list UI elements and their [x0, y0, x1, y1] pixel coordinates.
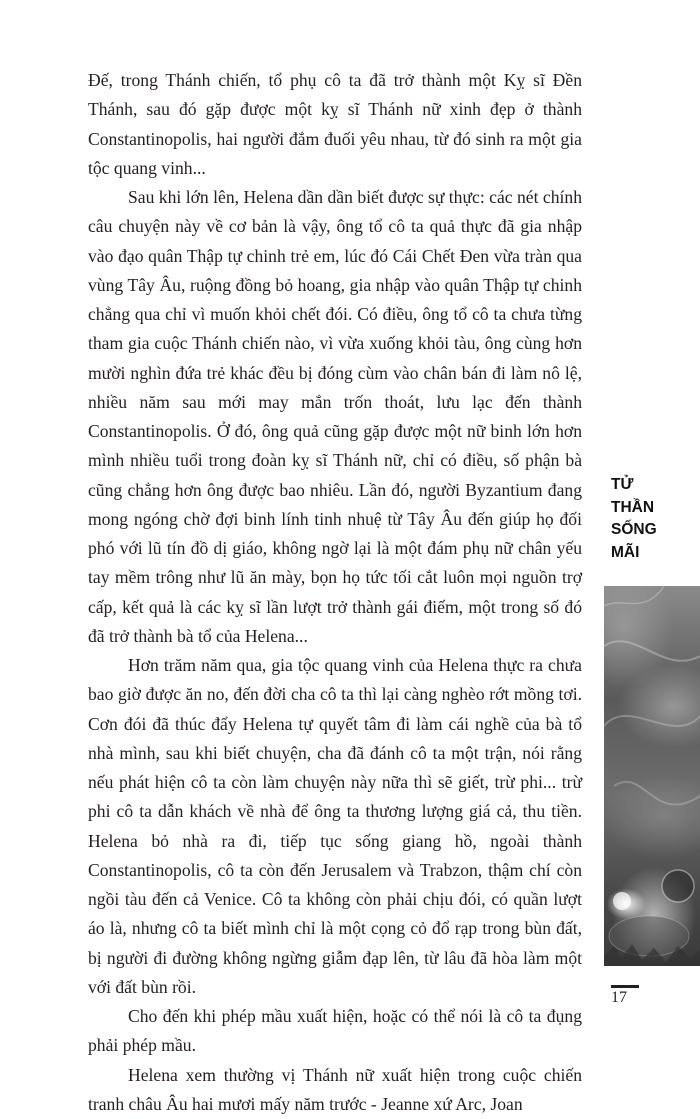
page-number: 17 — [611, 989, 627, 1007]
title-line: TỬ — [611, 474, 691, 497]
paragraph-5: Helena xem thường vị Thánh nữ xuất hiện trong cuộc chiến tranh châu Âu hai mươi mấy năm trước - Jeanne xứ Arc, Joan — [88, 1061, 582, 1119]
paragraph-2: Sau khi lớn lên, Helena dần dần biết được sự thực: các nét chính câu chuyện này về cơ bản là vậy, ông tổ cô ta quả thực đã gia nhập vào đạo quân Thập tự chinh trẻ em, lúc đó Cái Chết Đen vừa tràn qua vùng Tây Âu, ruộng đồng bỏ hoang, gia nhập vào quân Thập tự chinh chẳng qua chỉ vì muốn khỏi chết đói. Có điều, ông tổ cô ta chưa từng tham gia cuộc Thánh chiến nào, vì vừa xuống khỏi tàu, ông cùng hơn mười nghìn đứa trẻ khác đều bị đóng cùm vào chân bán đi làm nô lệ, nhiều năm sau mới may mắn trốn thoát, lưu lạc đến thành Constantinopolis. Ở đó, ông quả cũng gặp được một nữ binh lớn hơn mình nhiều tuổi trong đoàn kỵ sĩ Thánh nữ, chỉ có điều, số phận bà cũng chẳng hơn ông được bao nhiêu. Lần đó, người Byzantium đang mong ngóng chờ đợi binh lính tinh nhuệ từ Tây Âu đến giúp họ đối phó với lũ tín đồ dị giáo, không ngờ lại là một đám phụ nữ chân yếu tay mềm trông như lũ ăn mày, bọn họ tức tối cắt luôn mọi nguồn trợ cấp, kết quả là các kỵ sĩ lần lượt trở thành gái điếm, một trong số đó đã trở thành bà tổ của Helena... — [88, 183, 582, 651]
paragraph-4: Cho đến khi phép mầu xuất hiện, hoặc có thể nói là cô ta đụng phải phép mầu. — [88, 1002, 582, 1061]
folio-rule — [611, 985, 639, 988]
artwork-swirls — [604, 586, 700, 966]
title-line: MÃI — [611, 542, 691, 565]
paragraph-1: Đế, trong Thánh chiến, tổ phụ cô ta đã trở thành một Kỵ sĩ Đền Thánh, sau đó gặp được một kỵ sĩ Thánh nữ xinh đẹp ở thành Constantinopolis, hai người đắm đuối yêu nhau, từ đó sinh ra một gia tộc quang vinh... — [88, 66, 582, 183]
title-line: SỐNG — [611, 519, 691, 542]
body-text — [88, 66, 582, 1119]
paragraph-3: Hơn trăm năm qua, gia tộc quang vinh của Helena thực ra chưa bao giờ được ăn no, đến đời cha cô ta thì lại càng nghèo rớt mồng tơi. Cơn đói đã thúc đẩy Helena tự quyết tâm đi làm cái nghề của bà tổ nhà mình, sau khi biết chuyện, cha đã đánh cô ta một trận, nói rằng nếu phát hiện cô ta còn làm chuyện này nữa thì sẽ giết, trừ phi... trừ phi cô ta dẫn khách về nhà để ông ta thương lượng giá cả, thu tiền. Helena bỏ nhà ra đi, tiếp tục sống giang hồ, ngoài thành Constantinopolis, cô ta còn đến Jerusalem và Trabzon, thậm chí còn ngồi tàu đến cả Venice. Cô ta không còn phải chịu đói, có quần lượt áo là, nhưng cô ta biết mình chỉ là một cọng cỏ đổ rạp trong bùn đất, bị người đi đường không ngừng giẫm đạp lên, từ lâu đã hòa làm một với đất bùn rồi. — [88, 651, 582, 1002]
side-tab-book-title — [611, 474, 691, 564]
side-tab-artwork — [604, 586, 700, 966]
title-line: THẦN — [611, 497, 691, 520]
